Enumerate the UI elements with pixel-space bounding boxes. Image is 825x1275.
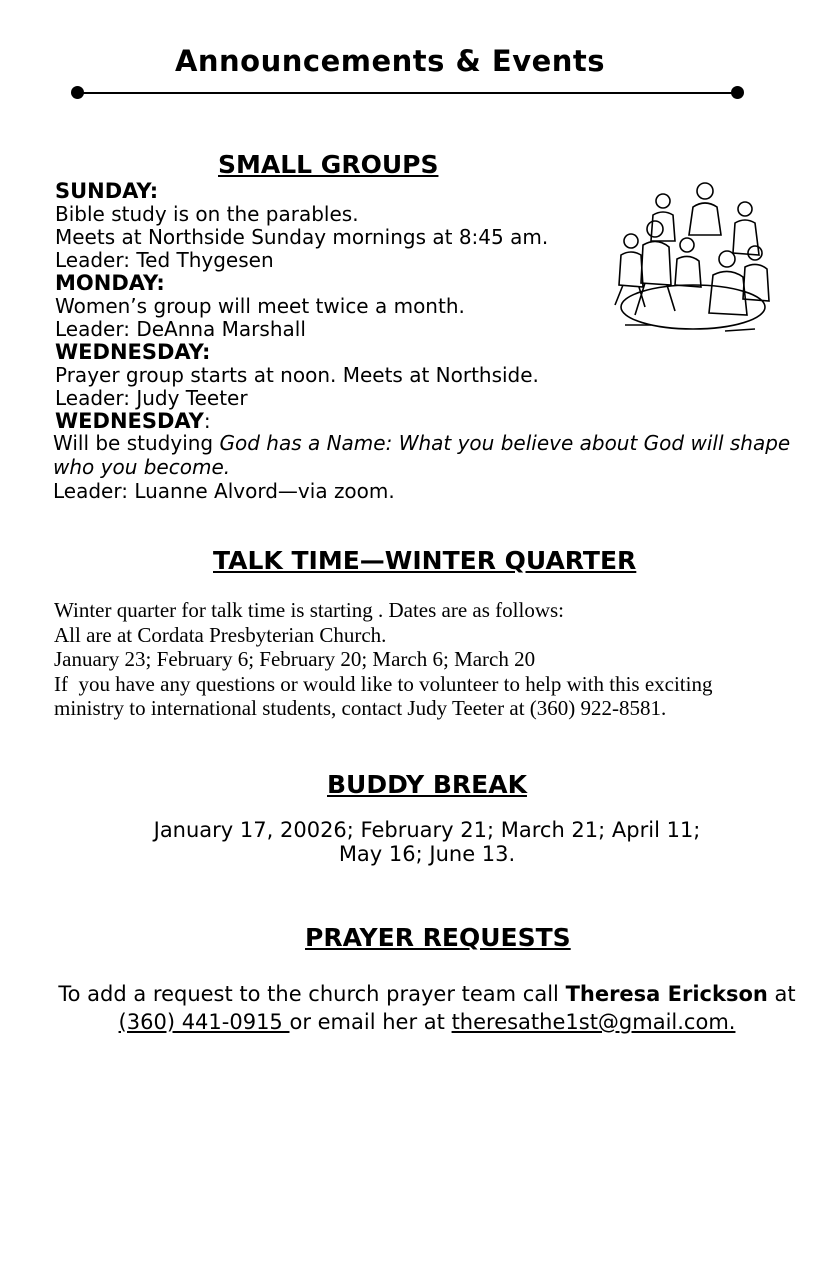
page-title: Announcements & Events [174,44,606,78]
buddy-break-dates [0,818,825,866]
divider-right-dot [731,86,744,99]
buddy-break-line-2: May 16; June 13. [338,842,516,866]
prayer-contact-name: Theresa Erickson [565,982,768,1006]
talk-time-body [54,598,794,721]
divider-left-dot [71,86,84,99]
sunday-label: SUNDAY: [55,179,159,203]
wednesday-leader: Leader: Judy Teeter [55,386,248,410]
monday-leader: Leader: DeAnna Marshall [55,317,306,341]
prayer-text-2: at [767,982,796,1006]
wednesday2-colon: : [203,409,211,433]
wednesday-topic: Prayer group starts at noon. Meets at Northside. [55,363,539,387]
sunday-topic: Bible study is on the parables. [55,202,359,226]
small-groups-list [55,180,548,433]
prayer-phone-link[interactable]: (360) 441-0915 [118,1010,290,1034]
wednesday2-leader: Leader: Luanne Alvord—via zoom. [53,479,395,503]
monday-topic: Women’s group will meet twice a month. [55,294,465,318]
small-group-circle-illustration-icon [605,175,777,345]
talk-time-line-1: Winter quarter for talk time is starting . Dates are as follows: [54,598,564,622]
prayer-text-1: To add a request to the church prayer team call [58,982,566,1006]
talk-time-line-2: All are at Cordata Presbyterian Church. [54,622,387,647]
sunday-meeting: Meets at Northside Sunday mornings at 8:45 am. [55,225,549,249]
wednesday-label: WEDNESDAY: [55,340,211,364]
talk-time-dates: January 23; February 6; February 20; March 6; March 20 [54,647,536,671]
title-divider [77,92,737,94]
wednesday2-description [53,431,813,503]
prayer-requests-heading: PRAYER REQUESTS [305,923,571,952]
prayer-text-3: or email her at [289,1010,452,1034]
prayer-requests-body [0,980,825,1036]
buddy-break-heading: BUDDY BREAK [327,770,527,799]
talk-time-heading: TALK TIME—WINTER QUARTER [213,546,637,575]
talk-time-line-4: If you have any questions or would like to volunteer to help with this exciting [54,671,713,696]
wednesday2-book-title-cont: who you become. [53,455,231,479]
wednesday2-prefix: Will be studying [53,431,220,455]
small-groups-heading: SMALL GROUPS [218,150,439,179]
prayer-email-link[interactable]: theresathe1st@gmail.com. [451,1010,736,1034]
wednesday2-label: WEDNESDAY [55,409,204,433]
talk-time-line-5: ministry to international students, contact Judy Teeter at (360) 922-8581. [54,696,667,720]
sunday-leader: Leader: Ted Thygesen [55,248,274,272]
wednesday2-book-title: God has a Name: What you believe about God will shape [219,431,791,455]
buddy-break-line-1: January 17, 20026; February 21; March 21; April 11; [153,818,701,842]
monday-label: MONDAY: [55,271,165,295]
